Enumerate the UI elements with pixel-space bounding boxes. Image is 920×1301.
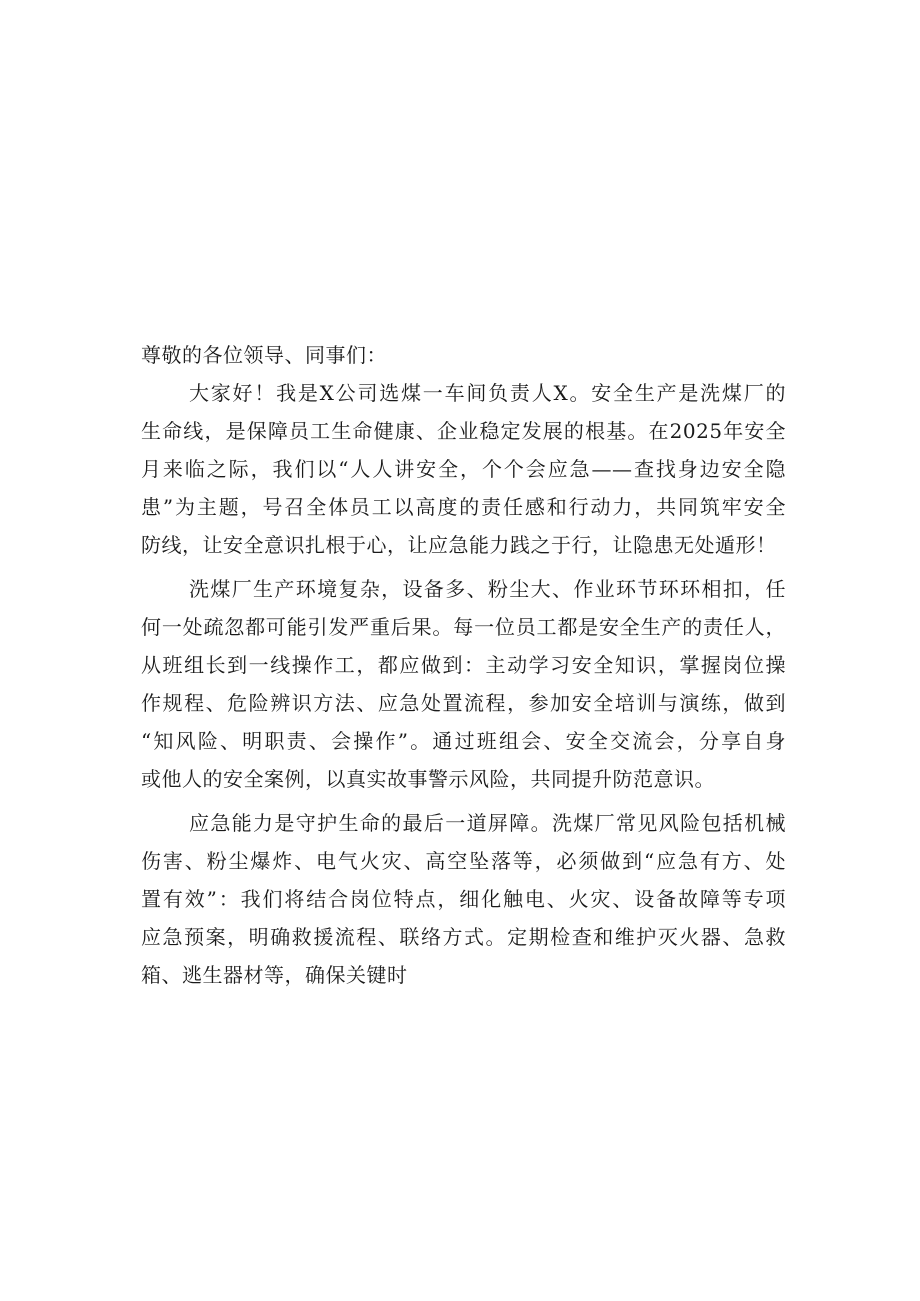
paragraph-2: [141, 570, 786, 798]
speech-body: [141, 336, 786, 994]
paragraph-line: 患”为主题，号召全体员工以高度的责任感和行动力，共同筑牢安全: [141, 495, 786, 519]
paragraph-line: 从班组长到一线操作工，都应做到：主动学习安全知识，掌握岗位操: [141, 653, 786, 677]
paragraph-line: 伤害、粉尘爆炸、电气火灾、高空坠落等，必须做到“应急有方、处: [141, 849, 786, 873]
paragraph-3: [141, 804, 786, 994]
paragraph-line: 应急能力是守护生命的最后一道屏障。洗煤厂常见风险包括机械: [189, 811, 786, 835]
paragraph-line: 防线，让安全意识扎根于心，让应急能力践之于行，让隐患无处遁形！: [141, 533, 777, 557]
paragraph-line: 或他人的安全案例，以真实故事警示风险，共同提升防范意识。: [141, 767, 715, 791]
paragraph-line: 大家好！我是X公司选煤一车间负责人X。安全生产是洗煤厂的: [189, 381, 786, 405]
paragraph-line: 置有效”：我们将结合岗位特点，细化触电、火灾、设备故障等专项: [141, 887, 786, 911]
paragraph-1: [141, 374, 786, 564]
paragraph-line: 生命线，是保障员工生命健康、企业稳定发展的根基。在2025年安全: [141, 419, 786, 443]
paragraph-line: 洗煤厂生产环境复杂，设备多、粉尘大、作业环节环环相扣，任: [189, 577, 786, 601]
paragraph-line: 何一处疏忽都可能引发严重后果。每一位员工都是安全生产的责任人，: [141, 615, 786, 639]
paragraph-line: 作规程、危险辨识方法、应急处置流程，参加安全培训与演练，做到: [141, 691, 786, 715]
paragraph-line: 月来临之际，我们以“人人讲安全，个个会应急——查找身边安全隐: [141, 457, 786, 481]
paragraph-line: “知风险、明职责、会操作”。通过班组会、安全交流会，分享自身: [141, 729, 786, 753]
paragraph-line: 应急预案，明确救援流程、联络方式。定期检查和维护灭火器、急救: [141, 925, 786, 949]
paragraph-line: 箱、逃生器材等，确保关键时: [141, 963, 408, 987]
salutation: 尊敬的各位领导、同事们：: [141, 343, 387, 367]
